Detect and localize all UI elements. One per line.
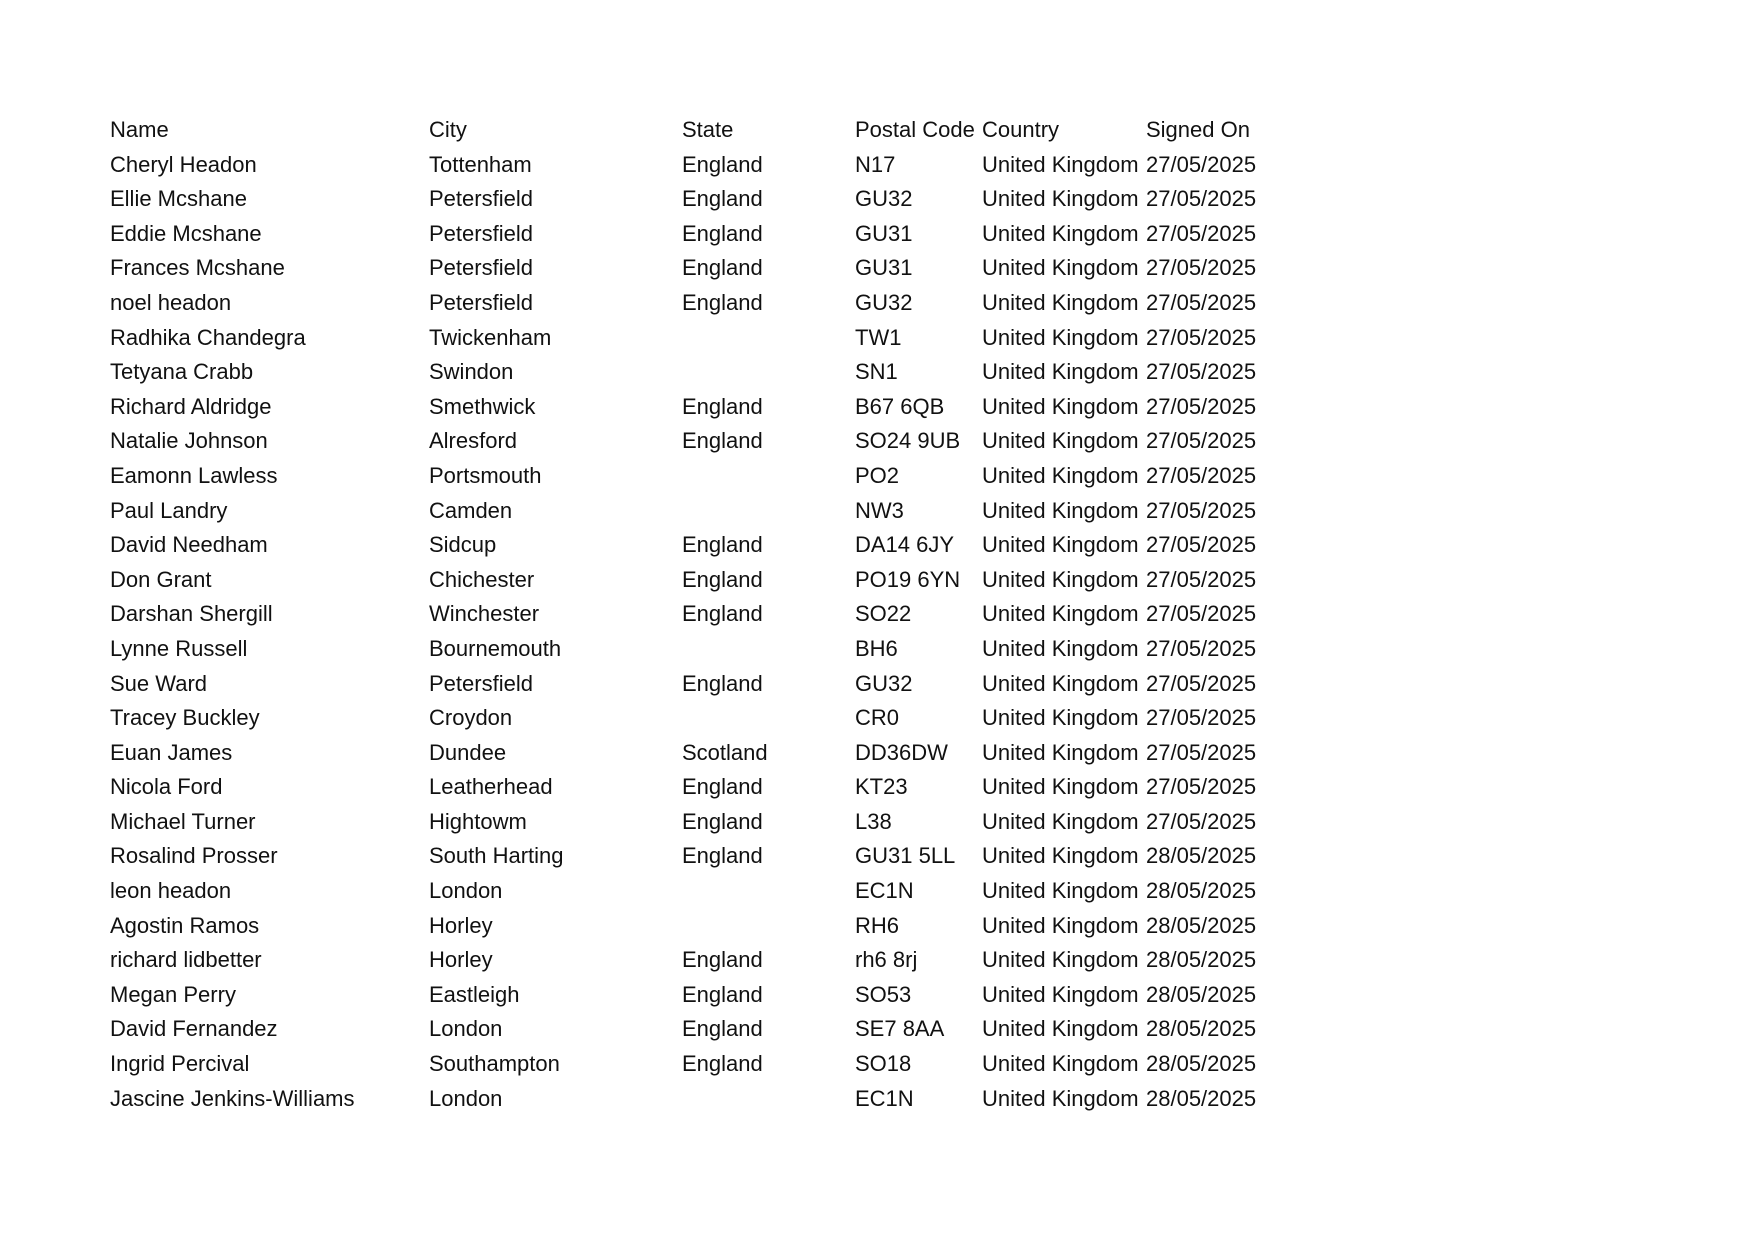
cell-name: Richard Aldridge: [110, 393, 272, 419]
cell-signed-on: 28/05/2025: [1146, 912, 1257, 938]
cell-signed-on: 27/05/2025: [1146, 497, 1257, 523]
cell-postal-code: GU32: [855, 670, 913, 696]
table-row: [110, 424, 1286, 459]
cell-signed-on: 27/05/2025: [1146, 601, 1257, 627]
cell-postal-code: EC1N: [855, 1085, 914, 1111]
cell-state: [682, 355, 855, 390]
table-row: [110, 701, 1286, 736]
cell-postal-code: rh6 8rj: [855, 947, 918, 973]
cell-state: [682, 909, 855, 944]
cell-city: Southampton: [429, 1051, 560, 1077]
table-row: [110, 1012, 1286, 1047]
signatures-table: [110, 113, 1286, 1116]
table-row: [110, 978, 1286, 1013]
cell-state: [682, 874, 855, 909]
cell-signed-on: 27/05/2025: [1146, 359, 1257, 385]
cell-signed-on: 27/05/2025: [1146, 289, 1257, 315]
cell-country: United Kingdom: [982, 670, 1139, 696]
cell-postal-code: L38: [855, 808, 892, 834]
cell-city: Twickenham: [429, 324, 552, 350]
cell-city: Sidcup: [429, 532, 497, 558]
table-row: [110, 1082, 1286, 1117]
table-row: [110, 251, 1286, 286]
column-header-name: Name: [110, 117, 169, 142]
cell-signed-on: 27/05/2025: [1146, 462, 1257, 488]
cell-state: [682, 632, 855, 667]
cell-country: United Kingdom: [982, 1016, 1139, 1042]
cell-name: Ellie Mcshane: [110, 186, 247, 212]
cell-state: England: [682, 289, 763, 315]
table-row: [110, 874, 1286, 909]
cell-city: Horley: [429, 912, 493, 938]
cell-signed-on: 28/05/2025: [1146, 981, 1257, 1007]
cell-state: England: [682, 393, 763, 419]
cell-state: England: [682, 220, 763, 246]
cell-country: United Kingdom: [982, 878, 1139, 904]
cell-city: South Harting: [429, 843, 564, 869]
cell-signed-on: 28/05/2025: [1146, 878, 1257, 904]
cell-city: London: [429, 1085, 503, 1111]
cell-name: Megan Perry: [110, 981, 236, 1007]
cell-postal-code: GU31: [855, 220, 913, 246]
cell-city: Petersfield: [429, 289, 533, 315]
cell-name: Paul Landry: [110, 497, 228, 523]
cell-name: Don Grant: [110, 566, 212, 592]
cell-state: England: [682, 186, 763, 212]
cell-signed-on: 27/05/2025: [1146, 705, 1257, 731]
table-row: [110, 805, 1286, 840]
cell-state: England: [682, 843, 763, 869]
cell-city: Smethwick: [429, 393, 536, 419]
cell-name: Jascine Jenkins-Williams: [110, 1085, 355, 1111]
cell-country: United Kingdom: [982, 532, 1139, 558]
cell-name: Sue Ward: [110, 670, 208, 696]
table-row: [110, 459, 1286, 494]
cell-signed-on: 27/05/2025: [1146, 220, 1257, 246]
table-row: [110, 494, 1286, 529]
cell-name: Radhika Chandegra: [110, 324, 306, 350]
cell-signed-on: 28/05/2025: [1146, 1051, 1257, 1077]
table-header: [110, 113, 1286, 148]
cell-country: United Kingdom: [982, 774, 1139, 800]
cell-state: England: [682, 532, 763, 558]
cell-city: Horley: [429, 947, 493, 973]
cell-state: [682, 494, 855, 529]
table-row: [110, 1047, 1286, 1082]
cell-city: Leatherhead: [429, 774, 553, 800]
table-row: [110, 390, 1286, 425]
cell-signed-on: 27/05/2025: [1146, 186, 1257, 212]
cell-signed-on: 27/05/2025: [1146, 670, 1257, 696]
cell-country: United Kingdom: [982, 186, 1139, 212]
cell-signed-on: 27/05/2025: [1146, 532, 1257, 558]
column-header-city: City: [429, 117, 467, 142]
cell-signed-on: 27/05/2025: [1146, 566, 1257, 592]
table-row: [110, 736, 1286, 771]
cell-postal-code: GU31: [855, 255, 913, 281]
cell-name: Euan James: [110, 739, 233, 765]
cell-city: Chichester: [429, 566, 535, 592]
cell-state: [682, 701, 855, 736]
cell-signed-on: 28/05/2025: [1146, 1085, 1257, 1111]
cell-state: Scotland: [682, 739, 768, 765]
cell-signed-on: 27/05/2025: [1146, 774, 1257, 800]
table-row: [110, 563, 1286, 598]
cell-name: richard lidbetter: [110, 947, 262, 973]
cell-postal-code: SO24 9UB: [855, 428, 961, 454]
table-row: [110, 770, 1286, 805]
cell-country: United Kingdom: [982, 1085, 1139, 1111]
cell-country: United Kingdom: [982, 462, 1139, 488]
cell-signed-on: 27/05/2025: [1146, 739, 1257, 765]
cell-state: England: [682, 981, 763, 1007]
cell-signed-on: 27/05/2025: [1146, 393, 1257, 419]
cell-postal-code: SE7 8AA: [855, 1016, 945, 1042]
cell-name: Rosalind Prosser: [110, 843, 278, 869]
table-row: [110, 909, 1286, 944]
cell-signed-on: 27/05/2025: [1146, 151, 1257, 177]
table-row: [110, 839, 1286, 874]
cell-postal-code: DD36DW: [855, 739, 948, 765]
cell-country: United Kingdom: [982, 255, 1139, 281]
cell-city: Winchester: [429, 601, 540, 627]
cell-state: England: [682, 670, 763, 696]
table-row: [110, 286, 1286, 321]
cell-country: United Kingdom: [982, 393, 1139, 419]
cell-state: England: [682, 774, 763, 800]
cell-country: United Kingdom: [982, 739, 1139, 765]
cell-postal-code: GU32: [855, 289, 913, 315]
cell-postal-code: BH6: [855, 635, 898, 661]
cell-state: England: [682, 151, 763, 177]
cell-country: United Kingdom: [982, 1051, 1139, 1077]
cell-postal-code: SO53: [855, 981, 912, 1007]
cell-postal-code: GU31 5LL: [855, 843, 956, 869]
cell-postal-code: PO19 6YN: [855, 566, 961, 592]
cell-postal-code: RH6: [855, 912, 900, 938]
cell-name: leon headon: [110, 878, 232, 904]
cell-city: Petersfield: [429, 670, 533, 696]
cell-postal-code: TW1: [855, 324, 902, 350]
cell-postal-code: SO22: [855, 601, 912, 627]
cell-country: United Kingdom: [982, 151, 1139, 177]
cell-postal-code: EC1N: [855, 878, 914, 904]
cell-state: England: [682, 601, 763, 627]
cell-signed-on: 27/05/2025: [1146, 255, 1257, 281]
table-row: [110, 355, 1286, 390]
cell-country: United Kingdom: [982, 808, 1139, 834]
table-row: [110, 667, 1286, 702]
column-header-state: State: [682, 117, 734, 142]
cell-state: England: [682, 428, 763, 454]
table-body: [110, 148, 1286, 1117]
cell-signed-on: 28/05/2025: [1146, 1016, 1257, 1042]
cell-signed-on: 28/05/2025: [1146, 843, 1257, 869]
cell-city: Dundee: [429, 739, 507, 765]
table-row: [110, 528, 1286, 563]
cell-name: Cheryl Headon: [110, 151, 257, 177]
column-header-country: Country: [982, 117, 1060, 142]
cell-country: United Kingdom: [982, 635, 1139, 661]
cell-postal-code: SN1: [855, 359, 898, 385]
table-row: [110, 182, 1286, 217]
cell-state: [682, 321, 855, 356]
cell-name: Ingrid Percival: [110, 1051, 250, 1077]
cell-postal-code: DA14 6JY: [855, 532, 955, 558]
cell-state: England: [682, 808, 763, 834]
cell-name: Lynne Russell: [110, 635, 248, 661]
cell-country: United Kingdom: [982, 705, 1139, 731]
cell-postal-code: KT23: [855, 774, 908, 800]
cell-signed-on: 28/05/2025: [1146, 947, 1257, 973]
cell-city: Petersfield: [429, 220, 533, 246]
cell-name: Eddie Mcshane: [110, 220, 262, 246]
cell-state: England: [682, 566, 763, 592]
cell-name: Frances Mcshane: [110, 255, 285, 281]
cell-postal-code: N17: [855, 151, 896, 177]
cell-city: Petersfield: [429, 186, 533, 212]
cell-city: Croydon: [429, 705, 513, 731]
cell-postal-code: CR0: [855, 705, 900, 731]
cell-postal-code: GU32: [855, 186, 913, 212]
column-header-postal-code: Postal Code: [855, 117, 975, 142]
cell-state: England: [682, 947, 763, 973]
cell-country: United Kingdom: [982, 601, 1139, 627]
cell-country: United Kingdom: [982, 324, 1139, 350]
cell-postal-code: NW3: [855, 497, 904, 523]
cell-city: London: [429, 878, 503, 904]
signatures-sheet: [110, 113, 1286, 1116]
cell-name: Tetyana Crabb: [110, 359, 254, 385]
cell-country: United Kingdom: [982, 981, 1139, 1007]
cell-name: Michael Turner: [110, 808, 256, 834]
cell-country: United Kingdom: [982, 428, 1139, 454]
cell-name: Natalie Johnson: [110, 428, 268, 454]
cell-city: Eastleigh: [429, 981, 520, 1007]
cell-name: Tracey Buckley: [110, 705, 260, 731]
cell-city: Portsmouth: [429, 462, 542, 488]
header-row: [110, 113, 1286, 148]
cell-signed-on: 27/05/2025: [1146, 635, 1257, 661]
cell-state: [682, 1082, 855, 1117]
cell-postal-code: SO18: [855, 1051, 912, 1077]
cell-country: United Kingdom: [982, 947, 1139, 973]
cell-signed-on: 27/05/2025: [1146, 808, 1257, 834]
table-row: [110, 597, 1286, 632]
cell-country: United Kingdom: [982, 289, 1139, 315]
cell-country: United Kingdom: [982, 843, 1139, 869]
table-row: [110, 148, 1286, 183]
cell-name: noel headon: [110, 289, 232, 315]
cell-country: United Kingdom: [982, 359, 1139, 385]
cell-signed-on: 27/05/2025: [1146, 428, 1257, 454]
cell-name: Nicola Ford: [110, 774, 223, 800]
cell-state: England: [682, 255, 763, 281]
cell-name: Darshan Shergill: [110, 601, 273, 627]
column-header-signed-on: Signed On: [1146, 117, 1250, 142]
cell-city: Hightowm: [429, 808, 527, 834]
cell-city: Petersfield: [429, 255, 533, 281]
cell-state: England: [682, 1051, 763, 1077]
cell-city: Swindon: [429, 359, 514, 385]
cell-city: London: [429, 1016, 503, 1042]
cell-country: United Kingdom: [982, 912, 1139, 938]
cell-city: Alresford: [429, 428, 518, 454]
cell-name: Eamonn Lawless: [110, 462, 278, 488]
cell-signed-on: 27/05/2025: [1146, 324, 1257, 350]
cell-name: David Needham: [110, 532, 268, 558]
table-row: [110, 321, 1286, 356]
cell-city: Camden: [429, 497, 513, 523]
cell-country: United Kingdom: [982, 566, 1139, 592]
cell-postal-code: B67 6QB: [855, 393, 945, 419]
cell-state: England: [682, 1016, 763, 1042]
cell-name: David Fernandez: [110, 1016, 278, 1042]
cell-state: [682, 459, 855, 494]
cell-postal-code: PO2: [855, 462, 900, 488]
table-row: [110, 632, 1286, 667]
cell-name: Agostin Ramos: [110, 912, 260, 938]
cell-city: Bournemouth: [429, 635, 562, 661]
table-row: [110, 943, 1286, 978]
cell-city: Tottenham: [429, 151, 532, 177]
cell-country: United Kingdom: [982, 497, 1139, 523]
table-row: [110, 217, 1286, 252]
cell-country: United Kingdom: [982, 220, 1139, 246]
